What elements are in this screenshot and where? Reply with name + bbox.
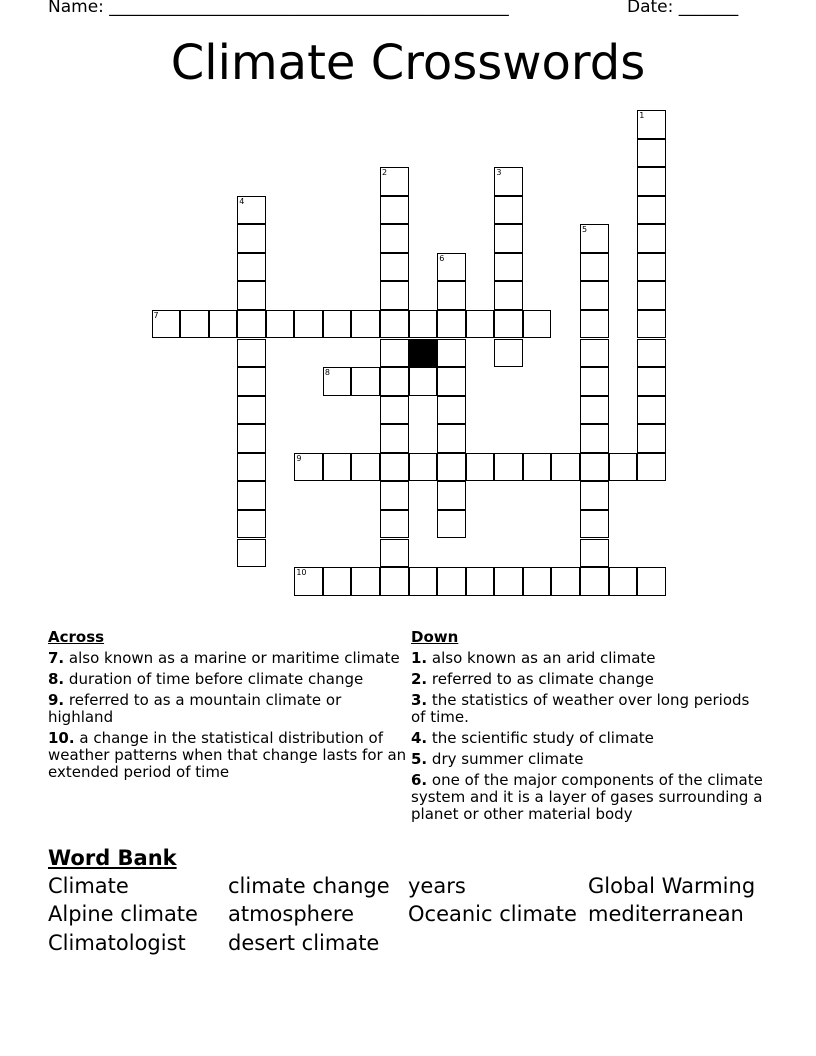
- grid-cell[interactable]: [580, 281, 609, 310]
- grid-cell[interactable]: [237, 510, 266, 539]
- grid-cell[interactable]: [580, 396, 609, 425]
- grid-cell[interactable]: [580, 367, 609, 396]
- clue-number: 8: [324, 368, 330, 378]
- grid-cell[interactable]: [380, 453, 409, 482]
- grid-cell[interactable]: [209, 310, 238, 339]
- grid-cell[interactable]: [237, 424, 266, 453]
- grid-cell[interactable]: [637, 453, 666, 482]
- grid-cell[interactable]: [466, 567, 495, 596]
- grid-cell[interactable]: [609, 453, 638, 482]
- grid-cell[interactable]: [237, 339, 266, 368]
- name-line: Name: _______________________________________________: [48, 0, 509, 17]
- black-square: [409, 339, 438, 368]
- grid-cell[interactable]: [637, 253, 666, 282]
- clue-number: 1: [639, 111, 645, 120]
- clue-down-4: 4. the scientific study of climate: [411, 729, 654, 747]
- grid-cell[interactable]: [409, 567, 438, 596]
- clue-number: 7: [153, 310, 159, 320]
- grid-cell[interactable]: [237, 224, 266, 253]
- grid-cell[interactable]: [609, 567, 638, 596]
- grid-cell[interactable]: [409, 453, 438, 482]
- clue-down-2: 2. referred to as climate change: [411, 670, 654, 688]
- grid-cell[interactable]: [494, 196, 523, 225]
- word-bank-item: atmosphere: [228, 902, 354, 926]
- grid-cell[interactable]: [494, 310, 523, 339]
- grid-cell[interactable]: [237, 253, 266, 282]
- grid-cell[interactable]: [551, 567, 580, 596]
- grid-cell[interactable]: [580, 539, 609, 568]
- down-clues: [411, 629, 767, 827]
- clue-across-7: 7. also known as a marine or maritime climate: [48, 649, 400, 667]
- clue-number: 4: [239, 196, 245, 206]
- word-bank-item: years: [408, 874, 466, 898]
- grid-cell[interactable]: [551, 453, 580, 482]
- grid-cell[interactable]: [523, 453, 552, 482]
- word-bank-item: Oceanic climate: [408, 902, 577, 926]
- grid-cell[interactable]: [437, 281, 466, 310]
- across-heading: Across: [48, 628, 105, 646]
- grid-cell[interactable]: [637, 281, 666, 310]
- grid-cell[interactable]: [380, 281, 409, 310]
- clue-number: 3: [496, 168, 502, 178]
- clue-number: 5: [582, 225, 588, 235]
- grid-cell[interactable]: [494, 281, 523, 310]
- grid-cell[interactable]: [380, 339, 409, 368]
- clue-down-1: 1. also known as an arid climate: [411, 649, 656, 667]
- grid-cell[interactable]: [409, 310, 438, 339]
- grid-cell[interactable]: [323, 453, 352, 482]
- grid-cell[interactable]: [380, 539, 409, 568]
- grid-cell[interactable]: [351, 567, 380, 596]
- word-bank-item: climate change: [228, 874, 390, 898]
- grid-cell[interactable]: [580, 510, 609, 539]
- grid-cell[interactable]: [637, 224, 666, 253]
- grid-cell[interactable]: [437, 453, 466, 482]
- grid-cell[interactable]: [580, 453, 609, 482]
- grid-cell[interactable]: [380, 224, 409, 253]
- word-bank-item: Alpine climate: [48, 902, 198, 926]
- clue-down-5: 5. dry summer climate: [411, 750, 584, 768]
- grid-cell[interactable]: [266, 310, 295, 339]
- grid-cell[interactable]: [237, 453, 266, 482]
- grid-cell[interactable]: [466, 310, 495, 339]
- grid-cell[interactable]: [237, 396, 266, 425]
- grid-cell[interactable]: [409, 367, 438, 396]
- clue-number: 10: [296, 568, 307, 578]
- grid-cell[interactable]: [580, 424, 609, 453]
- word-bank-item: Global Warming: [588, 874, 756, 898]
- grid-cell[interactable]: [637, 424, 666, 453]
- date-line: Date: _______: [627, 0, 739, 17]
- grid-cell[interactable]: [380, 510, 409, 539]
- grid-cell[interactable]: [380, 253, 409, 282]
- grid-cell[interactable]: [494, 253, 523, 282]
- grid-cell[interactable]: [637, 310, 666, 339]
- clue-number: 9: [296, 453, 302, 463]
- grid-cell[interactable]: [237, 481, 266, 510]
- grid-cell[interactable]: [637, 396, 666, 425]
- grid-cell[interactable]: [580, 310, 609, 339]
- grid-cell[interactable]: [580, 567, 609, 596]
- grid-cell[interactable]: [494, 453, 523, 482]
- across-clues: [48, 629, 410, 785]
- clue-across-10: 10. a change in the statistical distribution of weather patterns when that change lasts for an extended period of time: [48, 729, 407, 781]
- clue-down-6: 6. one of the major components of the climate system and it is a layer of gases surrounding a planet or other material body: [411, 771, 763, 823]
- grid-cell[interactable]: [380, 367, 409, 396]
- grid-cell[interactable]: [437, 339, 466, 368]
- grid-cell[interactable]: [351, 453, 380, 482]
- grid-cell[interactable]: [437, 396, 466, 425]
- grid-cell[interactable]: [494, 339, 523, 368]
- grid-cell[interactable]: [380, 196, 409, 225]
- grid-cell[interactable]: [237, 367, 266, 396]
- grid-cell[interactable]: [580, 481, 609, 510]
- grid-cell[interactable]: [294, 310, 323, 339]
- grid-cell[interactable]: [351, 367, 380, 396]
- word-bank-item: mediterranean: [588, 902, 744, 926]
- clue-across-9: 9. referred to as a mountain climate or highland: [48, 691, 342, 726]
- grid-cell[interactable]: [323, 310, 352, 339]
- grid-cell[interactable]: [237, 539, 266, 568]
- word-bank-item: Climatologist: [48, 931, 186, 955]
- grid-cell[interactable]: [237, 281, 266, 310]
- grid-cell[interactable]: [380, 424, 409, 453]
- grid-cell[interactable]: [351, 310, 380, 339]
- grid-cell[interactable]: [637, 567, 666, 596]
- grid-cell[interactable]: [437, 510, 466, 539]
- clue-down-3: 3. the statistics of weather over long periods of time.: [411, 691, 750, 726]
- grid-cell[interactable]: [380, 481, 409, 510]
- grid-cell[interactable]: [380, 567, 409, 596]
- grid-cell[interactable]: [437, 481, 466, 510]
- grid-cell[interactable]: [466, 453, 495, 482]
- grid-cell[interactable]: [180, 310, 209, 339]
- clue-across-8: 8. duration of time before climate change: [48, 670, 364, 688]
- grid-cell[interactable]: [637, 367, 666, 396]
- grid-cell[interactable]: [380, 396, 409, 425]
- clue-number: 2: [382, 168, 388, 178]
- grid-cell[interactable]: [637, 196, 666, 225]
- grid-cell[interactable]: [523, 567, 552, 596]
- grid-cell[interactable]: [323, 567, 352, 596]
- grid-cell[interactable]: [437, 424, 466, 453]
- grid-cell[interactable]: [437, 567, 466, 596]
- grid-cell[interactable]: [637, 139, 666, 168]
- clue-number: 6: [439, 253, 445, 263]
- grid-cell[interactable]: [437, 367, 466, 396]
- grid-cell[interactable]: [637, 167, 666, 196]
- word-bank-item: Climate: [48, 874, 129, 898]
- grid-cell[interactable]: [637, 339, 666, 368]
- grid-cell[interactable]: [523, 310, 552, 339]
- page-title: Climate Crosswords: [170, 35, 646, 91]
- grid-cell[interactable]: [494, 224, 523, 253]
- grid-cell[interactable]: [237, 310, 266, 339]
- grid-cell[interactable]: [580, 253, 609, 282]
- grid-cell[interactable]: [580, 339, 609, 368]
- grid-cell[interactable]: [494, 567, 523, 596]
- down-heading: Down: [411, 628, 459, 646]
- grid-cell[interactable]: [380, 310, 409, 339]
- grid-cell[interactable]: [437, 310, 466, 339]
- word-bank-item: desert climate: [228, 931, 380, 955]
- word-bank-heading: Word Bank: [48, 846, 177, 870]
